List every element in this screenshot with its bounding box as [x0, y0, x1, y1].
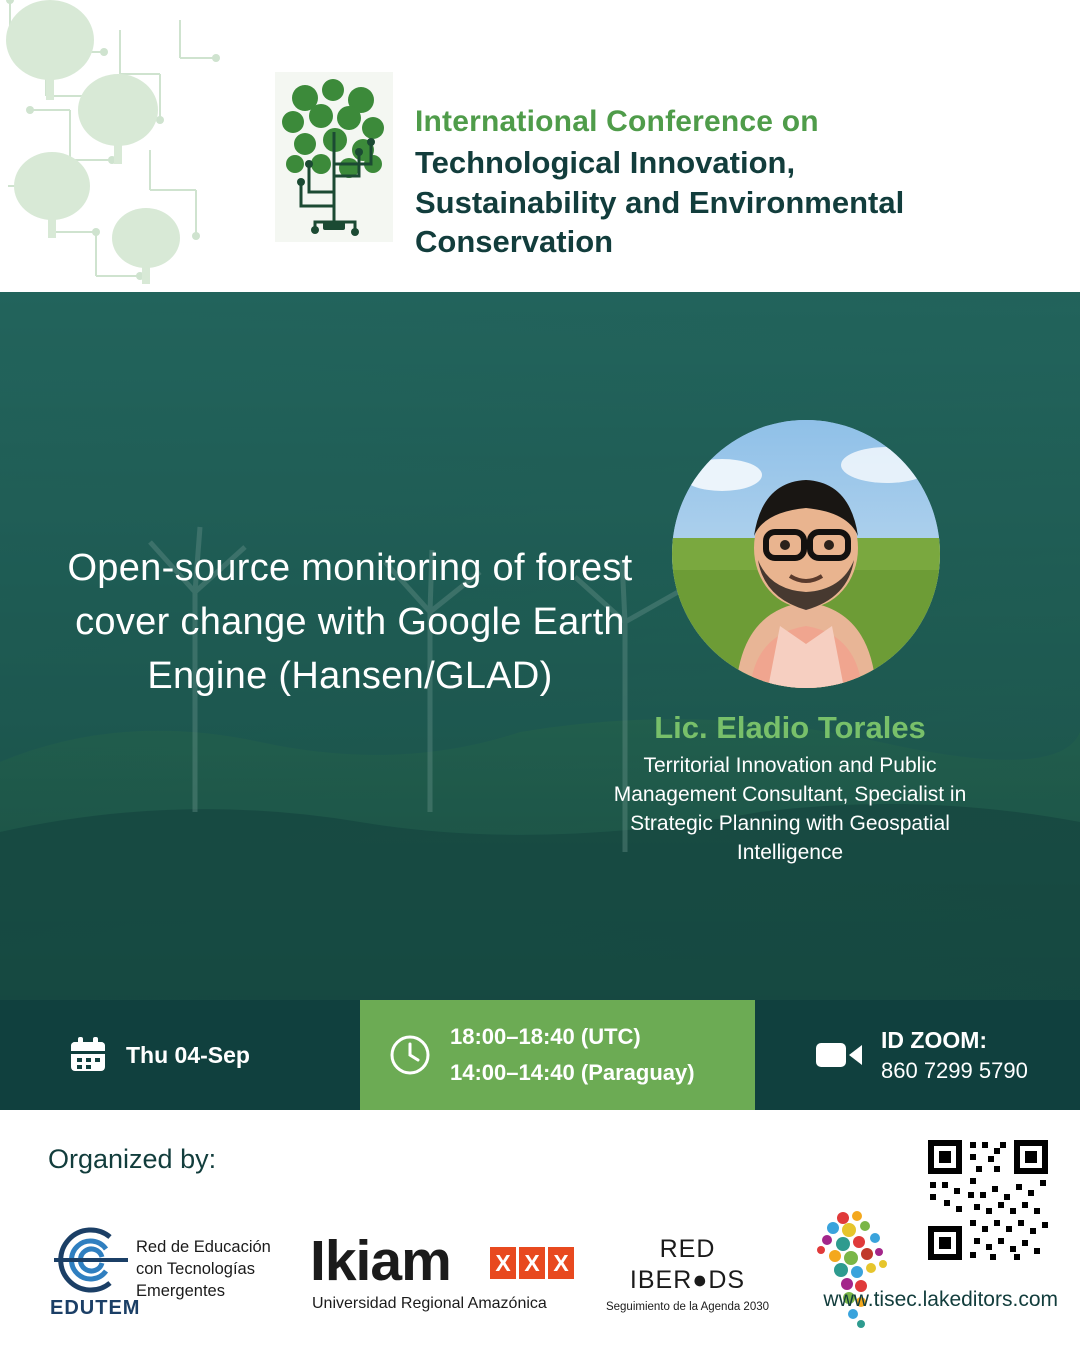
- conference-title: Technological Innovation, Sustainability and Environmental Conservation: [415, 145, 905, 260]
- time-utc: 18:00–18:40 (UTC): [450, 1024, 641, 1050]
- hero-section: [0, 292, 1080, 1000]
- iberods-line3: Seguimiento de la Agenda 2030: [605, 1301, 770, 1313]
- event-info-bar: [0, 1000, 1080, 1110]
- zoom-label: ID ZOOM:: [881, 1026, 988, 1053]
- zoom-cell: [755, 1000, 1080, 1110]
- speaker-name: Lic. Eladio Torales: [654, 710, 926, 745]
- ikiam-mark-3: X: [548, 1247, 574, 1279]
- circuit-tree-logo: [275, 72, 393, 242]
- calendar-icon: [68, 1035, 108, 1075]
- organized-by-label: Organized by:: [48, 1144, 217, 1174]
- speaker-photo: [672, 420, 940, 688]
- conference-pre-title: International Conference on: [415, 105, 819, 138]
- ikiam-logo: [308, 1225, 578, 1317]
- website-url[interactable]: www.tisec.lakeditors.com: [823, 1288, 1058, 1311]
- time-local: 14:00–14:40 (Paraguay): [450, 1060, 695, 1085]
- video-camera-icon: [815, 1038, 863, 1072]
- sponsor-logos: [36, 1206, 911, 1336]
- date-cell: [0, 1000, 360, 1110]
- talk-title: Open-source monitoring of forest cover change with Google Earth Engine (Hansen/GLAD): [67, 547, 633, 697]
- ikiam-subtitle: Universidad Regional Amazónica: [312, 1295, 547, 1312]
- ikiam-marks: [490, 1247, 574, 1279]
- edutem-mark: [36, 1225, 132, 1295]
- edutem-name: EDUTEM: [50, 1297, 141, 1319]
- edutem-logo: [36, 1225, 286, 1317]
- footer: [0, 1110, 1080, 1350]
- speaker-role: Territorial Innovation and Public Management Consultant, Specialist in Strategic Planning with Geospatial Intelligence: [613, 754, 967, 864]
- iberods-line1: RED: [659, 1235, 716, 1263]
- ikiam-wordmark: Ikiam: [310, 1229, 451, 1293]
- red-iberods-logo: [600, 1225, 775, 1317]
- speaker-info: [588, 710, 992, 868]
- iberods-line2: IBER●DS: [629, 1266, 746, 1294]
- edutem-description: Red de Educación con Tecnologías Emergentes: [136, 1238, 271, 1300]
- qr-code[interactable]: [924, 1136, 1052, 1264]
- ikiam-mark-1: X: [490, 1247, 516, 1279]
- clock-icon: [388, 1033, 432, 1077]
- event-date: Thu 04-Sep: [126, 1041, 250, 1068]
- zoom-id: 860 7299 5790: [881, 1057, 1028, 1083]
- latam-dot-map-icon: [791, 1206, 911, 1336]
- ikiam-mark-2: X: [519, 1247, 545, 1279]
- header-banner: [0, 0, 1080, 292]
- circuit-trees-decoration: [0, 0, 300, 292]
- time-cell: [360, 1000, 755, 1110]
